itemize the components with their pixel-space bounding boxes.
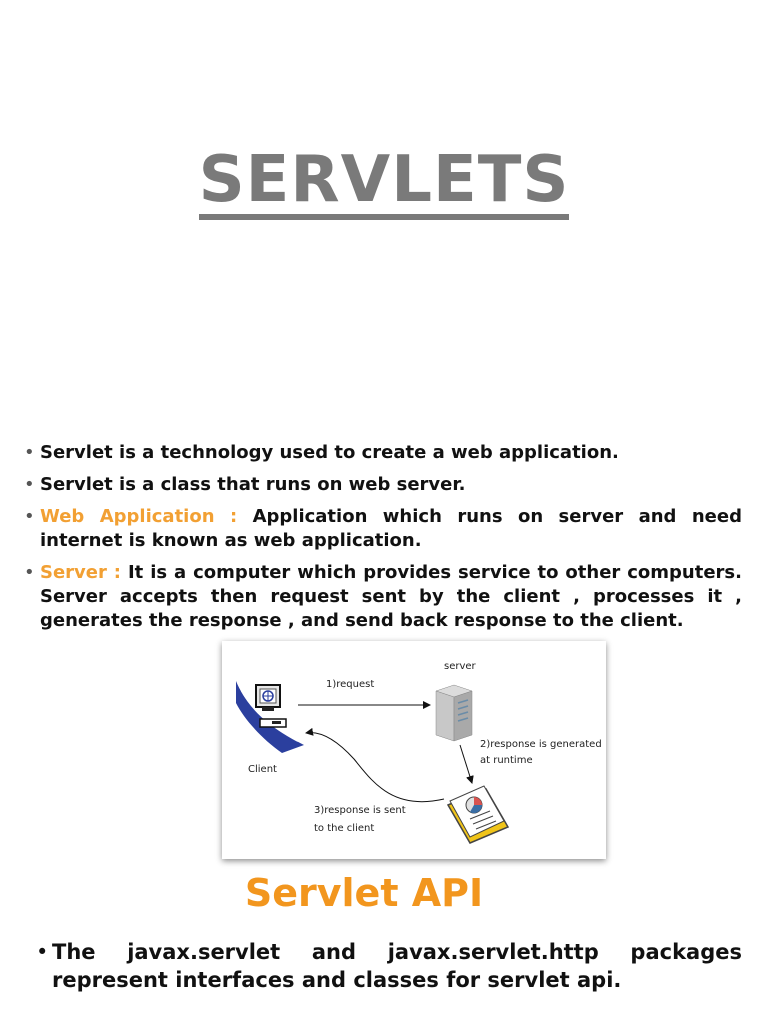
bullet-dot: •: [24, 474, 35, 495]
client-label: Client: [248, 764, 277, 775]
servlet-api-heading: Servlet API: [244, 871, 484, 915]
bullet-dot: •: [24, 442, 35, 463]
page-title: [0, 143, 768, 220]
server-tower-icon: [436, 685, 472, 741]
response-generated-label-line2: at runtime: [480, 755, 533, 766]
client-server-diagram: [222, 641, 606, 859]
bullet-text: Application which runs on server and need internet is known as web application.: [40, 506, 742, 551]
response-generated-label-line1: 2)response is generated: [480, 739, 602, 750]
response-document-icon: [448, 786, 508, 843]
request-label: 1)request: [326, 679, 375, 690]
page-title-text: SERVLETS: [199, 148, 570, 220]
client-computer-icon: [236, 681, 304, 753]
response-sent-label-line2: to the client: [314, 823, 375, 834]
bullet-servlet-class: [24, 473, 742, 497]
bullet-dot: •: [36, 940, 49, 964]
intro-bullet-list: [24, 441, 742, 641]
bullet-text: Servlet is a technology used to create a web application.: [40, 442, 619, 463]
generate-response-arrow: [460, 745, 472, 783]
bullet-text: The javax.servlet and javax.servlet.http packages represent interfaces and classes for servlet api.: [52, 940, 742, 992]
bullet-web-application: [24, 505, 742, 553]
bullet-dot: •: [24, 562, 35, 583]
term-web-application: Web Application :: [40, 506, 238, 527]
response-sent-arrow: [306, 733, 444, 802]
bullet-servlet-technology: [24, 441, 742, 465]
server-label: server: [444, 661, 476, 672]
bullet-dot: •: [24, 506, 35, 527]
term-server: Server :: [40, 562, 122, 583]
bullet-api-packages: [36, 938, 742, 994]
bullet-server: [24, 561, 742, 633]
bullet-text: Servlet is a class that runs on web server.: [40, 474, 466, 495]
response-sent-label-line1: 3)response is sent: [314, 805, 406, 816]
bullet-text: It is a computer which provides service to other computers. Server accepts then request sent by the client , processes it , generates the response , and send back response to the client.: [40, 562, 742, 631]
diagram-canvas: [222, 641, 606, 859]
api-bullet-list: [36, 938, 742, 994]
